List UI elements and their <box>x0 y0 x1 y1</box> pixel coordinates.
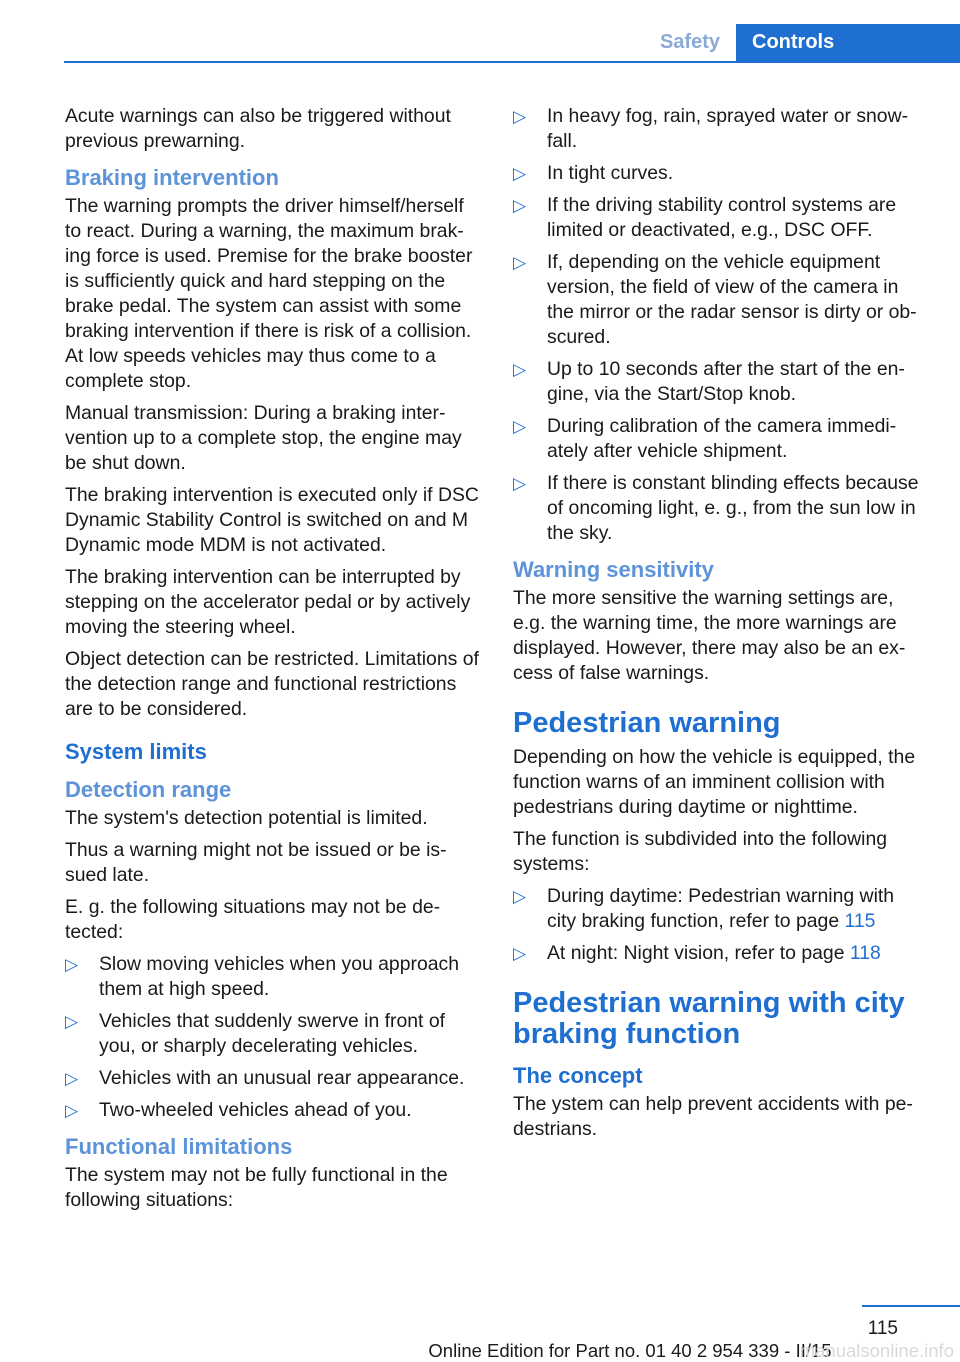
pedestrian-paragraph-1: Depending on how the vehicle is equipped, the function warns of an imminent collision with pedestrians during daytime or nighttime. <box>513 746 916 818</box>
pedestrian-paragraph-2: The function is subdivided into the following systems: <box>513 828 888 875</box>
sensitivity-paragraph: The more sensitive the warning settings are, e.g. the warning time, the more warnings are displayed. However, there may also be an excess of false warnings. <box>513 587 906 684</box>
list-item: ▷ If the driving stability control systems are limited or deactivated, e.g., DSC OFF. <box>513 194 897 241</box>
braking-paragraph-2: Manual transmission: During a braking intervention up to a complete stop, the engine may be shut down. <box>65 402 462 474</box>
page-link-118[interactable]: 118 <box>849 942 881 964</box>
concept-paragraph: The ystem can help prevent accidents with pedestrians. <box>513 1093 913 1140</box>
braking-heading: Braking intervention <box>65 165 279 190</box>
functional-paragraph: The system may not be fully functional in the following situations: <box>65 1164 448 1211</box>
list-item: ▷ During daytime: Pedestrian warning with city braking function, refer to page 115 <box>513 885 895 932</box>
header-chapter-tab[interactable]: Controls <box>736 24 960 61</box>
triangle-bullet-icon: ▷ <box>513 107 527 126</box>
list-item: ▷ Two-wheeled vehicles ahead of you. <box>65 1099 412 1121</box>
triangle-bullet-icon: ▷ <box>513 196 527 215</box>
triangle-bullet-icon: ▷ <box>513 360 527 379</box>
right-column <box>513 104 928 1149</box>
page-number: 115 <box>867 1318 898 1339</box>
braking-paragraph-1: The warning prompts the driver himself/herself to react. During a warning, the maximum braking force is used. Premise for the brake booster is sufficiently quick and hard stepping on the brake pedal. The system can assist with some braking intervention if there is risk of a collision. At low speeds vehicles may thus come to a complete stop. <box>65 195 473 392</box>
list-item: ▷ Vehicles with an unusual rear appearance. <box>65 1067 465 1089</box>
detection-list <box>65 952 480 1123</box>
header-section-tab[interactable]: Safety <box>616 24 736 61</box>
concept-heading: The concept <box>513 1063 643 1088</box>
triangle-bullet-icon: ▷ <box>65 955 79 974</box>
detection-paragraph-2: Thus a warning might not be issued or be issued late. <box>65 839 447 886</box>
braking-paragraph-4: The braking intervention can be interrupted by stepping on the accelerator pedal or by actively moving the steering wheel. <box>65 566 471 638</box>
city-braking-heading: Pedestrian warning with city braking function <box>513 987 905 1050</box>
list-item: ▷ If, depending on the vehicle equipment version, the field of view of the camera in the mirror or the radar sensor is dirty or obscured. <box>513 251 917 348</box>
detection-paragraph-3: E. g. the following situations may not be detected: <box>65 896 441 943</box>
list-item: ▷ Slow moving vehicles when you approach them at high speed. <box>65 953 460 1000</box>
list-item: ▷ During calibration of the camera immediately after vehicle shipment. <box>513 415 897 462</box>
list-item: ▷ In tight curves. <box>513 162 674 184</box>
edition-footer: Online Edition for Part no. 01 40 2 954 339 - II/15 <box>428 1340 832 1361</box>
functional-list <box>513 104 928 546</box>
list-item: ▷ Vehicles that suddenly swerve in front of you, or sharply decelerating vehicles. <box>65 1010 445 1057</box>
triangle-bullet-icon: ▷ <box>513 253 527 272</box>
detection-paragraph-1: The system's detection potential is limited. <box>65 807 428 829</box>
list-item: ▷ If there is constant blinding effects because of oncoming light, e. g., from the sun low in the sky. <box>513 472 919 544</box>
triangle-bullet-icon: ▷ <box>65 1101 79 1120</box>
header-rule <box>64 61 960 63</box>
list-item: ▷ At night: Night vision, refer to page 118 <box>513 942 881 964</box>
braking-paragraph-3: The braking intervention is executed only if DSC Dynamic Stability Control is switched on and M Dynamic mode MDM is not activated. <box>65 484 479 556</box>
intro-paragraph: Acute warnings can also be triggered without previous prewarning. <box>65 105 451 152</box>
triangle-bullet-icon: ▷ <box>65 1012 79 1031</box>
detection-heading: Detection range <box>65 777 232 802</box>
triangle-bullet-icon: ▷ <box>513 944 527 963</box>
sensitivity-heading: Warning sensitivity <box>513 557 714 582</box>
watermark: manualsonline.info <box>799 1340 954 1361</box>
pedestrian-list <box>513 884 928 966</box>
braking-paragraph-5: Object detection can be restricted. Limitations of the detection range and functional restrictions are to be considered. <box>65 648 479 720</box>
triangle-bullet-icon: ▷ <box>513 887 527 906</box>
footer-rule <box>862 1305 960 1307</box>
triangle-bullet-icon: ▷ <box>513 474 527 493</box>
triangle-bullet-icon: ▷ <box>513 417 527 436</box>
left-column <box>65 104 480 1220</box>
page-link-115[interactable]: 115 <box>844 910 876 932</box>
functional-heading: Functional limitations <box>65 1134 293 1159</box>
list-item: ▷ Up to 10 seconds after the start of the engine, via the Start/Stop knob. <box>513 358 905 405</box>
triangle-bullet-icon: ▷ <box>513 164 527 183</box>
triangle-bullet-icon: ▷ <box>65 1069 79 1088</box>
list-item: ▷ In heavy fog, rain, sprayed water or snowfall. <box>513 105 909 152</box>
pedestrian-warning-heading: Pedestrian warning <box>513 707 781 739</box>
system-limits-heading: System limits <box>65 739 207 764</box>
